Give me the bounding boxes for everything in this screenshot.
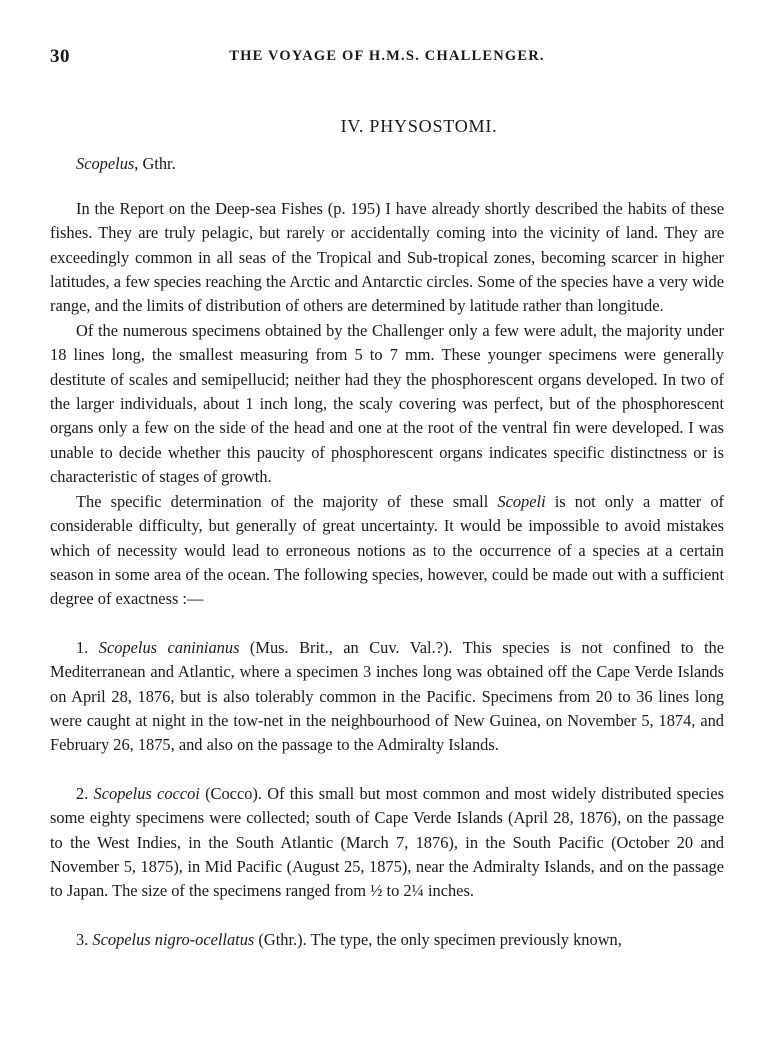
species-number: 1. [76, 637, 89, 657]
species-name: Scopelus caninianus [98, 637, 240, 657]
paragraph-intro-2: Of the numerous specimens obtained by the Challenger only a few were adult, the majority under 18 lines long, the smallest measuring from 5 to 7 mm. These younger specimens were generally destitute of scales and semipellucid; neither had they the phosphorescent organs developed. In two of the larger individuals, about 1 inch long, the scaly covering was perfect, but of the phosphorescent organs only a few on the side of the head and one at the root of the ventral fin were developed. I was unable to decide whether this paucity of phosphorescent organs indicates specific distinctness or is characteristic of stages of growth. [50, 320, 724, 487]
species-entry-2 [50, 782, 724, 904]
species-text: (Gthr.). The type, the only specimen previously known, [254, 929, 622, 949]
genus-author: , Gthr. [134, 154, 176, 174]
species-number: 3. [76, 929, 89, 949]
intro-3-italic: Scopeli [497, 491, 546, 511]
genus-heading [50, 152, 724, 176]
running-title: THE VOYAGE OF H.M.S. CHALLENGER. [229, 48, 545, 64]
species-text: (Cocco). Of this small but most common and most widely distributed species some eighty specimens were collected; south of Cape Verde Islands (April 28, 1876), on the passage to the West Indies, in the South Atlantic (March 7, 1876), in the South Pacific (October 20 and November 5, 1875), in Mid Pacific (August 25, 1875), near the Admiralty Islands, and on the passage to Japan. The size of the specimens ranged from ½ to 2¼ inches. [50, 783, 724, 901]
body-text [50, 114, 724, 952]
section-heading: IV. PHYSOSTOMI. [340, 116, 498, 136]
species-text: (Mus. Brit., an Cuv. Val.?). This species is not confined to the Mediterranean and Atlantic, where a specimen 3 inches long was obtained off the Cape Verde Islands on April 28, 1876, but is also tolerably common in the Pacific. Specimens from 20 to 36 lines long were caught at night in the tow-net in the neighbourhood of New Guinea, on November 5, 1874, and February 26, 1875, and also on the passage to the Admiralty Islands. [50, 637, 724, 755]
species-number: 2. [76, 783, 89, 803]
paragraph-intro-3 [50, 490, 724, 612]
intro-3-after: is not only a matter of considerable difficulty, but generally of great uncertainty. It would be impossible to avoid mistakes which of necessity would lead to erroneous notions as to the occurrence of a species at a certain season in some area of the ocean. The following species, however, could be made out with a sufficient degree of exactness :— [50, 491, 724, 609]
paragraph-intro-1: In the Report on the Deep-sea Fishes (p. 195) I have already shortly described the habits of these fishes. They are truly pelagic, but rarely or accidentally coming into the vicinity of land. They are exceedingly common in all seas of the Tropical and Sub-tropical zones, becoming scarcer in higher latitudes, a few species reaching the Arctic and Antarctic circles. Some of the species have a very wide range, and the limits of distribution of others are determined by latitude rather than longitude. [50, 198, 724, 316]
species-entry-3 [50, 928, 724, 952]
species-entry-1 [50, 636, 724, 758]
genus-name: Scopelus [76, 154, 135, 174]
species-name: Scopelus coccoi [93, 783, 200, 803]
species-name: Scopelus nigro-ocellatus [92, 929, 255, 949]
page-number: 30 [50, 46, 70, 67]
intro-3-before: The specific determination of the majority of these small [76, 491, 498, 511]
running-header [50, 46, 724, 70]
